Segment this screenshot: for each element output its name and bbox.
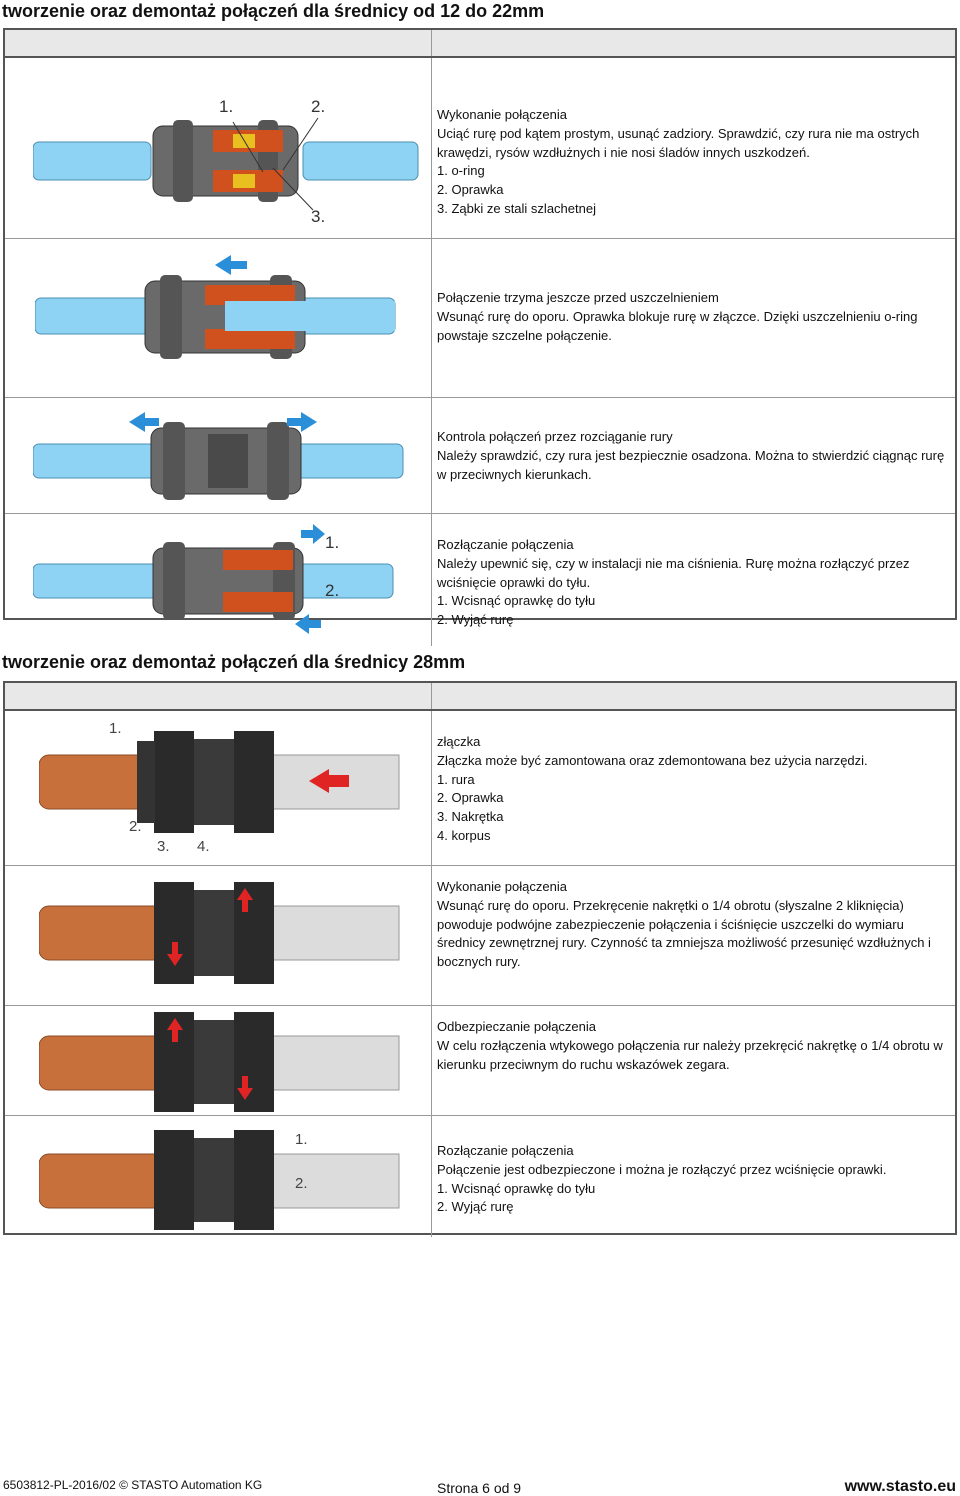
table-row [5,398,955,514]
coupling-28-release-illustration [39,1122,409,1232]
row-line: 1. o-ring [437,163,485,179]
row-text [437,536,953,630]
row-line: 1. rura [437,771,475,787]
row-heading: Wykonanie połączenia [437,107,567,122]
table-row [5,1006,955,1116]
footer-page-number: Strona 6 od 9 [437,1480,522,1496]
coupling-28-unlock-illustration [39,1010,409,1114]
table-row [5,1116,955,1237]
row-line: 3. Nakrętka [437,809,504,825]
row-line: 2. Oprawka [437,790,504,806]
section1-table [3,28,957,628]
row-text [437,733,953,846]
row-line: 3. Ząbki ze stali szlachetnej [437,200,596,216]
table-row [5,866,955,1006]
table-header [5,683,955,711]
row-line: Wsunąć rurę do oporu. Przekręcenie nakrętki o 1/4 obrotu (słyszalne 2 kliknięcia) powoduje podwójne zabezpieczenie połączenia i ściśnięcie uszczelki do wymiaru średnicy zewnętrznej rury. Czynność ta zmniejsza możliwość przesunięć wzdłużnych i bocznych rury. [437,897,931,970]
row-text [437,878,953,972]
section2-title: tworzenie oraz demontaż połączeń dla średnicy 28mm [2,652,466,672]
row-line: 1. Wcisnąć oprawkę do tyłu [437,1180,596,1196]
row-heading: Połączenie trzyma jeszcze przed uszczelnieniem [437,290,719,305]
row-line: Uciąć rurę pod kątem prostym, usunąć zadziory. Sprawdzić, czy rura nie ma ostrych krawędzi, rysów wzdłużnych i nie nosi śladów innych uszkodzeń. [437,125,920,160]
table-row [5,239,955,398]
label-1: 1. [295,1131,308,1148]
label-2: 2. [311,97,326,116]
row-line: W celu rozłączenia wtykowego połączenia rur należy przekręcić nakrętkę o 1/4 obrotu w kierunku przeciwnym do ruchu wskazówek zegara. [437,1037,943,1072]
row-line: Wsunąć rurę do oporu. Oprawka blokuje rurę w złączce. Dzięki uszczelnieniu o-ring powstaje szczelne połączenie. [437,308,918,343]
table-row [5,514,955,646]
label-1: 1. [109,720,122,737]
section1-title: tworzenie oraz demontaż połączeń dla średnicy od 12 do 22mm [2,1,545,21]
footer-website-link[interactable]: www.stasto.eu [844,1478,956,1495]
row-text [437,428,953,484]
fitting-inserted-illustration [35,253,405,373]
row-heading: Wykonanie połączenia [437,879,567,894]
row-text [437,106,953,219]
push-arrow-icon [215,255,247,275]
label-2: 2. [129,818,142,835]
coupling-28-lock-illustration [39,874,409,994]
push-collet-arrow-icon [301,524,325,544]
section2-table [3,681,957,1235]
coupling-28-illustration [39,715,409,861]
footer-doc-id: 6503812-PL-2016/02 © STASTO Automation KG [3,1478,263,1492]
label-2: 2. [325,581,340,600]
row-heading: Rozłączanie połączenia [437,537,574,552]
label-2: 2. [295,1175,308,1192]
label-1: 1. [219,97,234,116]
row-heading: Rozłączanie połączenia [437,1143,574,1158]
row-heading: Odbezpieczanie połączenia [437,1019,596,1034]
row-line: 1. Wcisnąć oprawkę do tyłu [437,593,596,609]
table-row [5,58,955,239]
label-3: 3. [311,207,326,226]
label-4: 4. [197,838,210,855]
withdraw-arrow-icon [295,614,321,634]
row-text [437,289,953,345]
pull-left-arrow-icon [129,412,159,432]
row-text [437,1142,953,1217]
label-1: 1. [325,533,340,552]
row-line: 4. korpus [437,827,491,843]
row-heading: Kontrola połączeń przez rozciąganie rury [437,429,673,444]
fitting-open-illustration [33,90,423,230]
row-line: Należy sprawdzić, czy rura jest bezpiecznie osadzona. Można to stwierdzić ciągnąc rurę w przeciwnych kierunkach. [437,447,945,482]
row-line: 2. Oprawka [437,182,504,198]
row-heading: złączka [437,734,481,749]
row-line: Połączenie jest odbezpieczone i można je rozłączyć przez wciśnięcie oprawki. [437,1161,887,1177]
release-illustration [33,522,413,640]
table-row [5,711,955,866]
row-line: Złączka może być zamontowana oraz zdemontowana bez użycia narzędzi. [437,752,868,768]
label-3: 3. [157,838,170,855]
row-line: 2. Wyjąć rurę [437,612,514,628]
table-header [5,30,955,58]
row-text [437,1018,953,1074]
pull-test-illustration [33,408,413,508]
row-line: 2. Wyjąć rurę [437,1199,514,1215]
row-line: Należy upewnić się, czy w instalacji nie ma ciśnienia. Rurę można rozłączyć przez wciśnięcie oprawki do tyłu. [437,555,910,590]
